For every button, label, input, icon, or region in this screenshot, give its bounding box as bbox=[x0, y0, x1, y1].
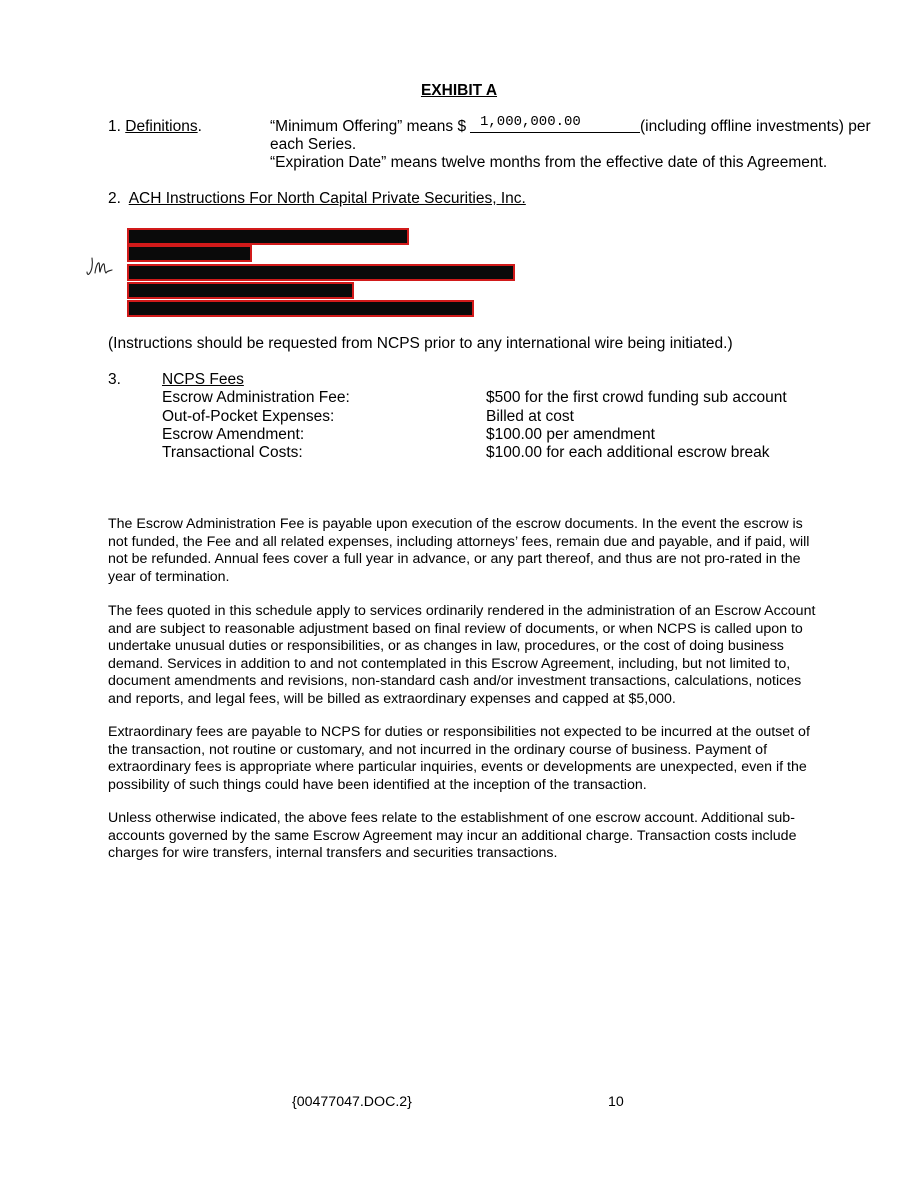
paragraph-line: accounts governed by the same Escrow Agreement may incur an additional charge. Transaction costs include bbox=[108, 827, 797, 844]
handwritten-initials-signature bbox=[86, 254, 114, 278]
paragraph-line: Unless otherwise indicated, the above fees relate to the establishment of one escrow account. Additional sub- bbox=[108, 810, 795, 826]
exhibit-title: EXHIBIT A bbox=[420, 82, 498, 99]
international-wire-note: (Instructions should be requested from NCPS prior to any international wire being initiated.) bbox=[108, 335, 733, 352]
paragraph-line: document amendments and revisions, non-standard cash and/or investment transactions, calculations, notices bbox=[108, 673, 802, 689]
redaction-bar bbox=[127, 282, 354, 299]
paragraph-line: not be refunded. Annual fees cover a full year in advance, or any part thereof, and thus are not pro-rated in the bbox=[108, 551, 801, 567]
redaction-bar bbox=[127, 228, 409, 245]
footer-document-id: {00477047.DOC.2} bbox=[292, 1094, 412, 1110]
fee-label: Transactional Costs: bbox=[162, 444, 303, 461]
paragraph-line: the transaction, not routine or customary, and not incurred in the ordinary course of business. Payment of bbox=[108, 741, 768, 758]
section-number: 2. bbox=[108, 190, 121, 207]
redaction-bar bbox=[127, 300, 474, 317]
fee-label: Escrow Administration Fee: bbox=[162, 389, 350, 406]
redaction-bar bbox=[127, 264, 515, 281]
paragraph-fees-quoted bbox=[108, 603, 860, 708]
definitions-label: Definitions bbox=[125, 118, 198, 135]
paragraph-line: year of termination. bbox=[108, 568, 230, 585]
fee-value: $100.00 for each additional escrow break bbox=[486, 444, 770, 461]
definitions-period: . bbox=[197, 118, 202, 135]
fee-label: Out-of-Pocket Expenses: bbox=[162, 408, 335, 425]
ncps-fees-heading: NCPS Fees bbox=[162, 371, 244, 388]
paragraph-extraordinary-fees bbox=[108, 724, 860, 794]
section-number: 1. bbox=[108, 118, 121, 135]
fee-value: $100.00 per amendment bbox=[486, 426, 655, 443]
paragraph-line: possibility of such things could have been identified at the inception of the transaction. bbox=[108, 776, 647, 793]
section-2-heading bbox=[108, 190, 526, 208]
paragraph-line: The Escrow Administration Fee is payable upon execution of the escrow documents. In the event the escrow is bbox=[108, 516, 803, 532]
paragraph-line: and reports, and legal fees, will be billed as extraordinary expenses and capped at $5,000. bbox=[108, 690, 676, 707]
paragraph-sub-accounts bbox=[108, 810, 860, 863]
paragraph-line: The fees quoted in this schedule apply to services ordinarily rendered in the administration of an Escrow Account bbox=[108, 603, 816, 619]
expiration-date-definition: “Expiration Date” means twelve months from the effective date of this Agreement. bbox=[270, 154, 828, 171]
section-number: 3. bbox=[108, 371, 121, 388]
paragraph-line: undertake unusual duties or responsibilities, or as changes in law, procedures, or the cost of doing business bbox=[108, 638, 784, 654]
footer-page-number: 10 bbox=[608, 1094, 624, 1110]
section-1-heading bbox=[108, 118, 202, 136]
minimum-offering-suffix: (including offline investments) per bbox=[640, 118, 871, 135]
paragraph-line: demand. Services in addition to and not contemplated in this Escrow Agreement, including, but not limited to, bbox=[108, 655, 791, 672]
fee-label: Escrow Amendment: bbox=[162, 426, 305, 443]
paragraph-line: charges for wire transfers, internal transfers and securities transactions. bbox=[108, 845, 558, 861]
minimum-offering-value: 1,000,000.00 bbox=[480, 114, 581, 130]
paragraph-line: and are subject to reasonable adjustment based on final review of documents, or when NCPS is called upon to bbox=[108, 620, 803, 637]
minimum-offering-prefix: “Minimum Offering” means $ bbox=[270, 118, 467, 135]
minimum-offering-blank-line bbox=[470, 132, 640, 133]
paragraph-administration-fee bbox=[108, 516, 860, 586]
paragraph-line: Extraordinary fees are payable to NCPS for duties or responsibilities not expected to be incurred at the outset of bbox=[108, 724, 810, 740]
redaction-bar bbox=[127, 245, 252, 262]
ach-heading: ACH Instructions For North Capital Private Securities, Inc. bbox=[128, 190, 526, 207]
minimum-offering-continued: each Series. bbox=[270, 136, 357, 153]
paragraph-line: not funded, the Fee and all related expenses, including attorneys’ fees, remain due and payable, and if paid, will bbox=[108, 533, 810, 550]
paragraph-line: extraordinary fees is appropriate where particular inquiries, events or developments are unexpected, even if the bbox=[108, 759, 807, 775]
fee-value: Billed at cost bbox=[486, 408, 574, 425]
fee-value: $500 for the first crowd funding sub account bbox=[486, 389, 787, 406]
